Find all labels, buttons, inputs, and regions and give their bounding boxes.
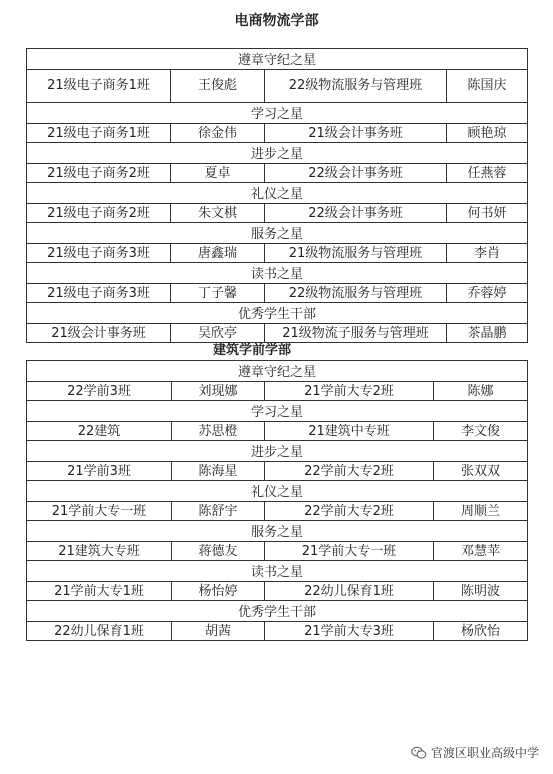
class-cell: 21级电子商务1班 xyxy=(27,124,171,143)
student-cell: 陈舒宇 xyxy=(172,502,265,521)
category-row xyxy=(27,401,528,422)
category-row xyxy=(27,361,528,382)
section-title-2: 建筑学前学部 xyxy=(213,343,292,358)
class-cell: 22学前3班 xyxy=(27,382,172,401)
student-cell: 陈明波 xyxy=(434,582,528,601)
class-cell: 21级电子商务3班 xyxy=(27,284,171,303)
category-name: 学习之星 xyxy=(27,401,528,422)
category-name: 优秀学生干部 xyxy=(27,601,528,622)
category-row xyxy=(27,263,528,284)
class-cell: 21学前大专2班 xyxy=(265,382,434,401)
student-cell: 刘现娜 xyxy=(172,382,265,401)
table-row xyxy=(27,164,528,183)
category-row xyxy=(27,521,528,542)
class-cell: 22级物流服务与管理班 xyxy=(265,284,447,303)
student-cell: 胡茜 xyxy=(172,622,265,641)
category-name: 读书之星 xyxy=(27,561,528,582)
category-row xyxy=(27,481,528,502)
category-row xyxy=(27,103,528,124)
category-row xyxy=(27,223,528,244)
student-cell: 陈海星 xyxy=(172,462,265,481)
awards-table-2 xyxy=(26,360,528,641)
table-row xyxy=(27,502,528,521)
category-name: 进步之星 xyxy=(27,143,528,164)
category-row xyxy=(27,303,528,324)
table-row xyxy=(27,70,528,103)
student-cell: 张双双 xyxy=(434,462,528,481)
footer-watermark xyxy=(411,744,539,761)
student-cell: 杨怡婷 xyxy=(172,582,265,601)
table-row xyxy=(27,124,528,143)
category-row xyxy=(27,601,528,622)
class-cell: 22建筑 xyxy=(27,422,172,441)
category-name: 遵章守纪之星 xyxy=(27,361,528,382)
class-cell: 21学前3班 xyxy=(27,462,172,481)
category-name: 优秀学生干部 xyxy=(27,303,528,324)
student-cell: 苏思橙 xyxy=(172,422,265,441)
wechat-icon xyxy=(411,746,427,760)
student-cell: 徐金伟 xyxy=(171,124,265,143)
class-cell: 21级电子商务3班 xyxy=(27,244,171,263)
category-name: 学习之星 xyxy=(27,103,528,124)
class-cell: 21级物流子服务与管理班 xyxy=(265,324,447,343)
class-cell: 22学前大专2班 xyxy=(265,502,434,521)
student-cell: 丁子馨 xyxy=(171,284,265,303)
student-cell: 陈国庆 xyxy=(447,70,528,103)
category-row xyxy=(27,49,528,70)
category-name: 服务之星 xyxy=(27,223,528,244)
class-cell: 22级物流服务与管理班 xyxy=(265,70,447,103)
category-name: 礼仪之星 xyxy=(27,183,528,204)
student-cell: 李肖 xyxy=(447,244,528,263)
table-row xyxy=(27,382,528,401)
student-cell: 李文俊 xyxy=(434,422,528,441)
category-row xyxy=(27,561,528,582)
table-row xyxy=(27,422,528,441)
category-row xyxy=(27,183,528,204)
class-cell: 21学前大专一班 xyxy=(265,542,434,561)
category-name: 遵章守纪之星 xyxy=(27,49,528,70)
section-title-1: 电商物流学部 xyxy=(234,13,319,29)
student-cell: 朱文棋 xyxy=(171,204,265,223)
table-row xyxy=(27,542,528,561)
class-cell: 21级电子商务2班 xyxy=(27,204,171,223)
class-cell: 22幼儿保育1班 xyxy=(27,622,172,641)
student-cell: 夏卓 xyxy=(171,164,265,183)
table-row xyxy=(27,284,528,303)
table-row xyxy=(27,622,528,641)
class-cell: 21级会计事务班 xyxy=(265,124,447,143)
table-row xyxy=(27,324,528,343)
category-name: 读书之星 xyxy=(27,263,528,284)
table-row xyxy=(27,204,528,223)
student-cell: 唐鑫瑞 xyxy=(171,244,265,263)
category-row xyxy=(27,143,528,164)
category-row xyxy=(27,441,528,462)
footer-text: 官渡区职业高级中学 xyxy=(430,746,539,760)
student-cell: 周顺兰 xyxy=(434,502,528,521)
table-row xyxy=(27,462,528,481)
table-row xyxy=(27,244,528,263)
student-cell: 顾艳琼 xyxy=(447,124,528,143)
table-row xyxy=(27,582,528,601)
class-cell: 22学前大专2班 xyxy=(265,462,434,481)
class-cell: 21学前大专1班 xyxy=(27,582,172,601)
class-cell: 22级会计事务班 xyxy=(265,164,447,183)
student-cell: 吴欣亭 xyxy=(171,324,265,343)
awards-table-1 xyxy=(26,48,528,343)
class-cell: 21级会计事务班 xyxy=(27,324,171,343)
class-cell: 21学前大专一班 xyxy=(27,502,172,521)
class-cell: 21级物流服务与管理班 xyxy=(265,244,447,263)
student-cell: 蒋德友 xyxy=(172,542,265,561)
category-name: 进步之星 xyxy=(27,441,528,462)
class-cell: 21级电子商务1班 xyxy=(27,70,171,103)
class-cell: 21级电子商务2班 xyxy=(27,164,171,183)
category-name: 服务之星 xyxy=(27,521,528,542)
class-cell: 21学前大专3班 xyxy=(265,622,434,641)
category-name: 礼仪之星 xyxy=(27,481,528,502)
student-cell: 茶晶鹏 xyxy=(447,324,528,343)
student-cell: 王俊彪 xyxy=(171,70,265,103)
student-cell: 任燕蓉 xyxy=(447,164,528,183)
class-cell: 22级会计事务班 xyxy=(265,204,447,223)
class-cell: 22幼儿保育1班 xyxy=(265,582,434,601)
class-cell: 21建筑中专班 xyxy=(265,422,434,441)
student-cell: 邓慧苹 xyxy=(434,542,528,561)
student-cell: 杨欣怡 xyxy=(434,622,528,641)
class-cell: 21建筑大专班 xyxy=(27,542,172,561)
student-cell: 乔蓉婷 xyxy=(447,284,528,303)
student-cell: 何书妍 xyxy=(447,204,528,223)
student-cell: 陈娜 xyxy=(434,382,528,401)
